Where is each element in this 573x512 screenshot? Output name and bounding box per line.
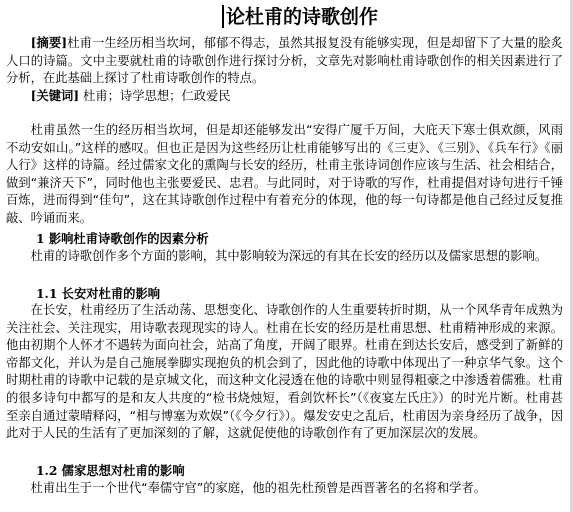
keywords-paragraph [6,87,563,106]
section-1-paragraph: 杜甫的诗歌创作多个方面的影响，其中影响较为深远的有其在长安的经历以及儒家思想的影响。 [30,249,548,263]
keywords-text: 杜甫；诗学思想；仁政爱民 [79,89,231,103]
section-1-2-heading: 1.2 儒家思想对杜甫的影响 [36,463,185,478]
document-title: 论杜甫的诗歌创作 [226,6,379,28]
section-1-2-paragraph: 杜甫出生于一个世代“奉儒守官”的家庭，他的祖先杜预曾是西晋著名的名将和学者。 [30,481,487,495]
abstract-text: 杜甫一生经历相当坎坷，郁郁不得志，虽然其报复没有能够实现，但是却留下了大量的脍炙人口的诗篇。文中主要就杜甫的诗歌创作进行探讨分析，文章先对影响杜甫诗歌创作的相关因素进行了分析，在此基础上探讨了杜甫诗歌创作的特点。 [6,36,563,86]
section-1-heading: 1 影响杜甫诗歌创作的因素分析 [36,231,209,246]
intro-paragraph: 杜甫虽然一生的经历相当坎坷，但是却还能够发出“安得广厦千万间，大庇天下寒士俱欢颜，风雨不动安如山。”这样的感叹。但也正是因为这些经历让杜甫能够写出的《三吏》、《三别》、《兵车行》《丽人行》这样的诗篇。经过儒家文化的熏陶与长安的经历，杜甫主张诗词创作应该与生活、社会相结合，做到“兼济天下”，同时他也主张要爱民、忠君。与此同时，对于诗歌的写作，杜甫提倡对诗句进行千锤百炼，进而得到“佳句”，这在其诗歌创作过程中有着充分的体现，他的每一句诗都是他自己经过反复推敲、吟诵而来。 [6,123,563,225]
text-cursor [222,5,224,28]
abstract-paragraph [6,34,563,88]
section-1-1-heading: 1.1 长安对杜甫的影响 [36,286,161,301]
section-1-1-paragraph: 在长安，杜甫经历了生活动荡、思想变化、诗歌创作的人生重要转折时期，从一个风华青年成熟为关注社会、关注现实，用诗歌表现现实的诗人。杜甫在长安的经历是杜甫思想、杜甫精神形成的来源。他由初期个人怀才不遇转为面向社会，站高了角度，开阔了眼界。杜甫在到达长安后，感受到了新鲜的帝都文化，并认为是自己施展拳脚实现抱负的机会到了，因此他的诗歌中体现出了一种京华气象。这个时期杜甫的诗歌中记载的是京城文化，而这种文化浸透在他的诗歌中则显得粗豪之中渗透着儒雅。杜甫的很多诗句中都写的是和友人共度的“检书烧烛短，看剑饮杯长”（《夜宴左氏庄》）的时光片断。杜甫甚至亲自通过蒙晴释闷，“相与博塞为欢娱”（《今夕行》）。爆发安史之乱后，杜甫因为亲身经历了战争，因此对于人民的生活有了更加深刻的了解，这就促使他的诗歌创作有了更加深层次的发展。 [6,303,563,441]
keywords-label: [关键词] [30,88,80,103]
abstract-label: [摘要] [30,35,68,50]
